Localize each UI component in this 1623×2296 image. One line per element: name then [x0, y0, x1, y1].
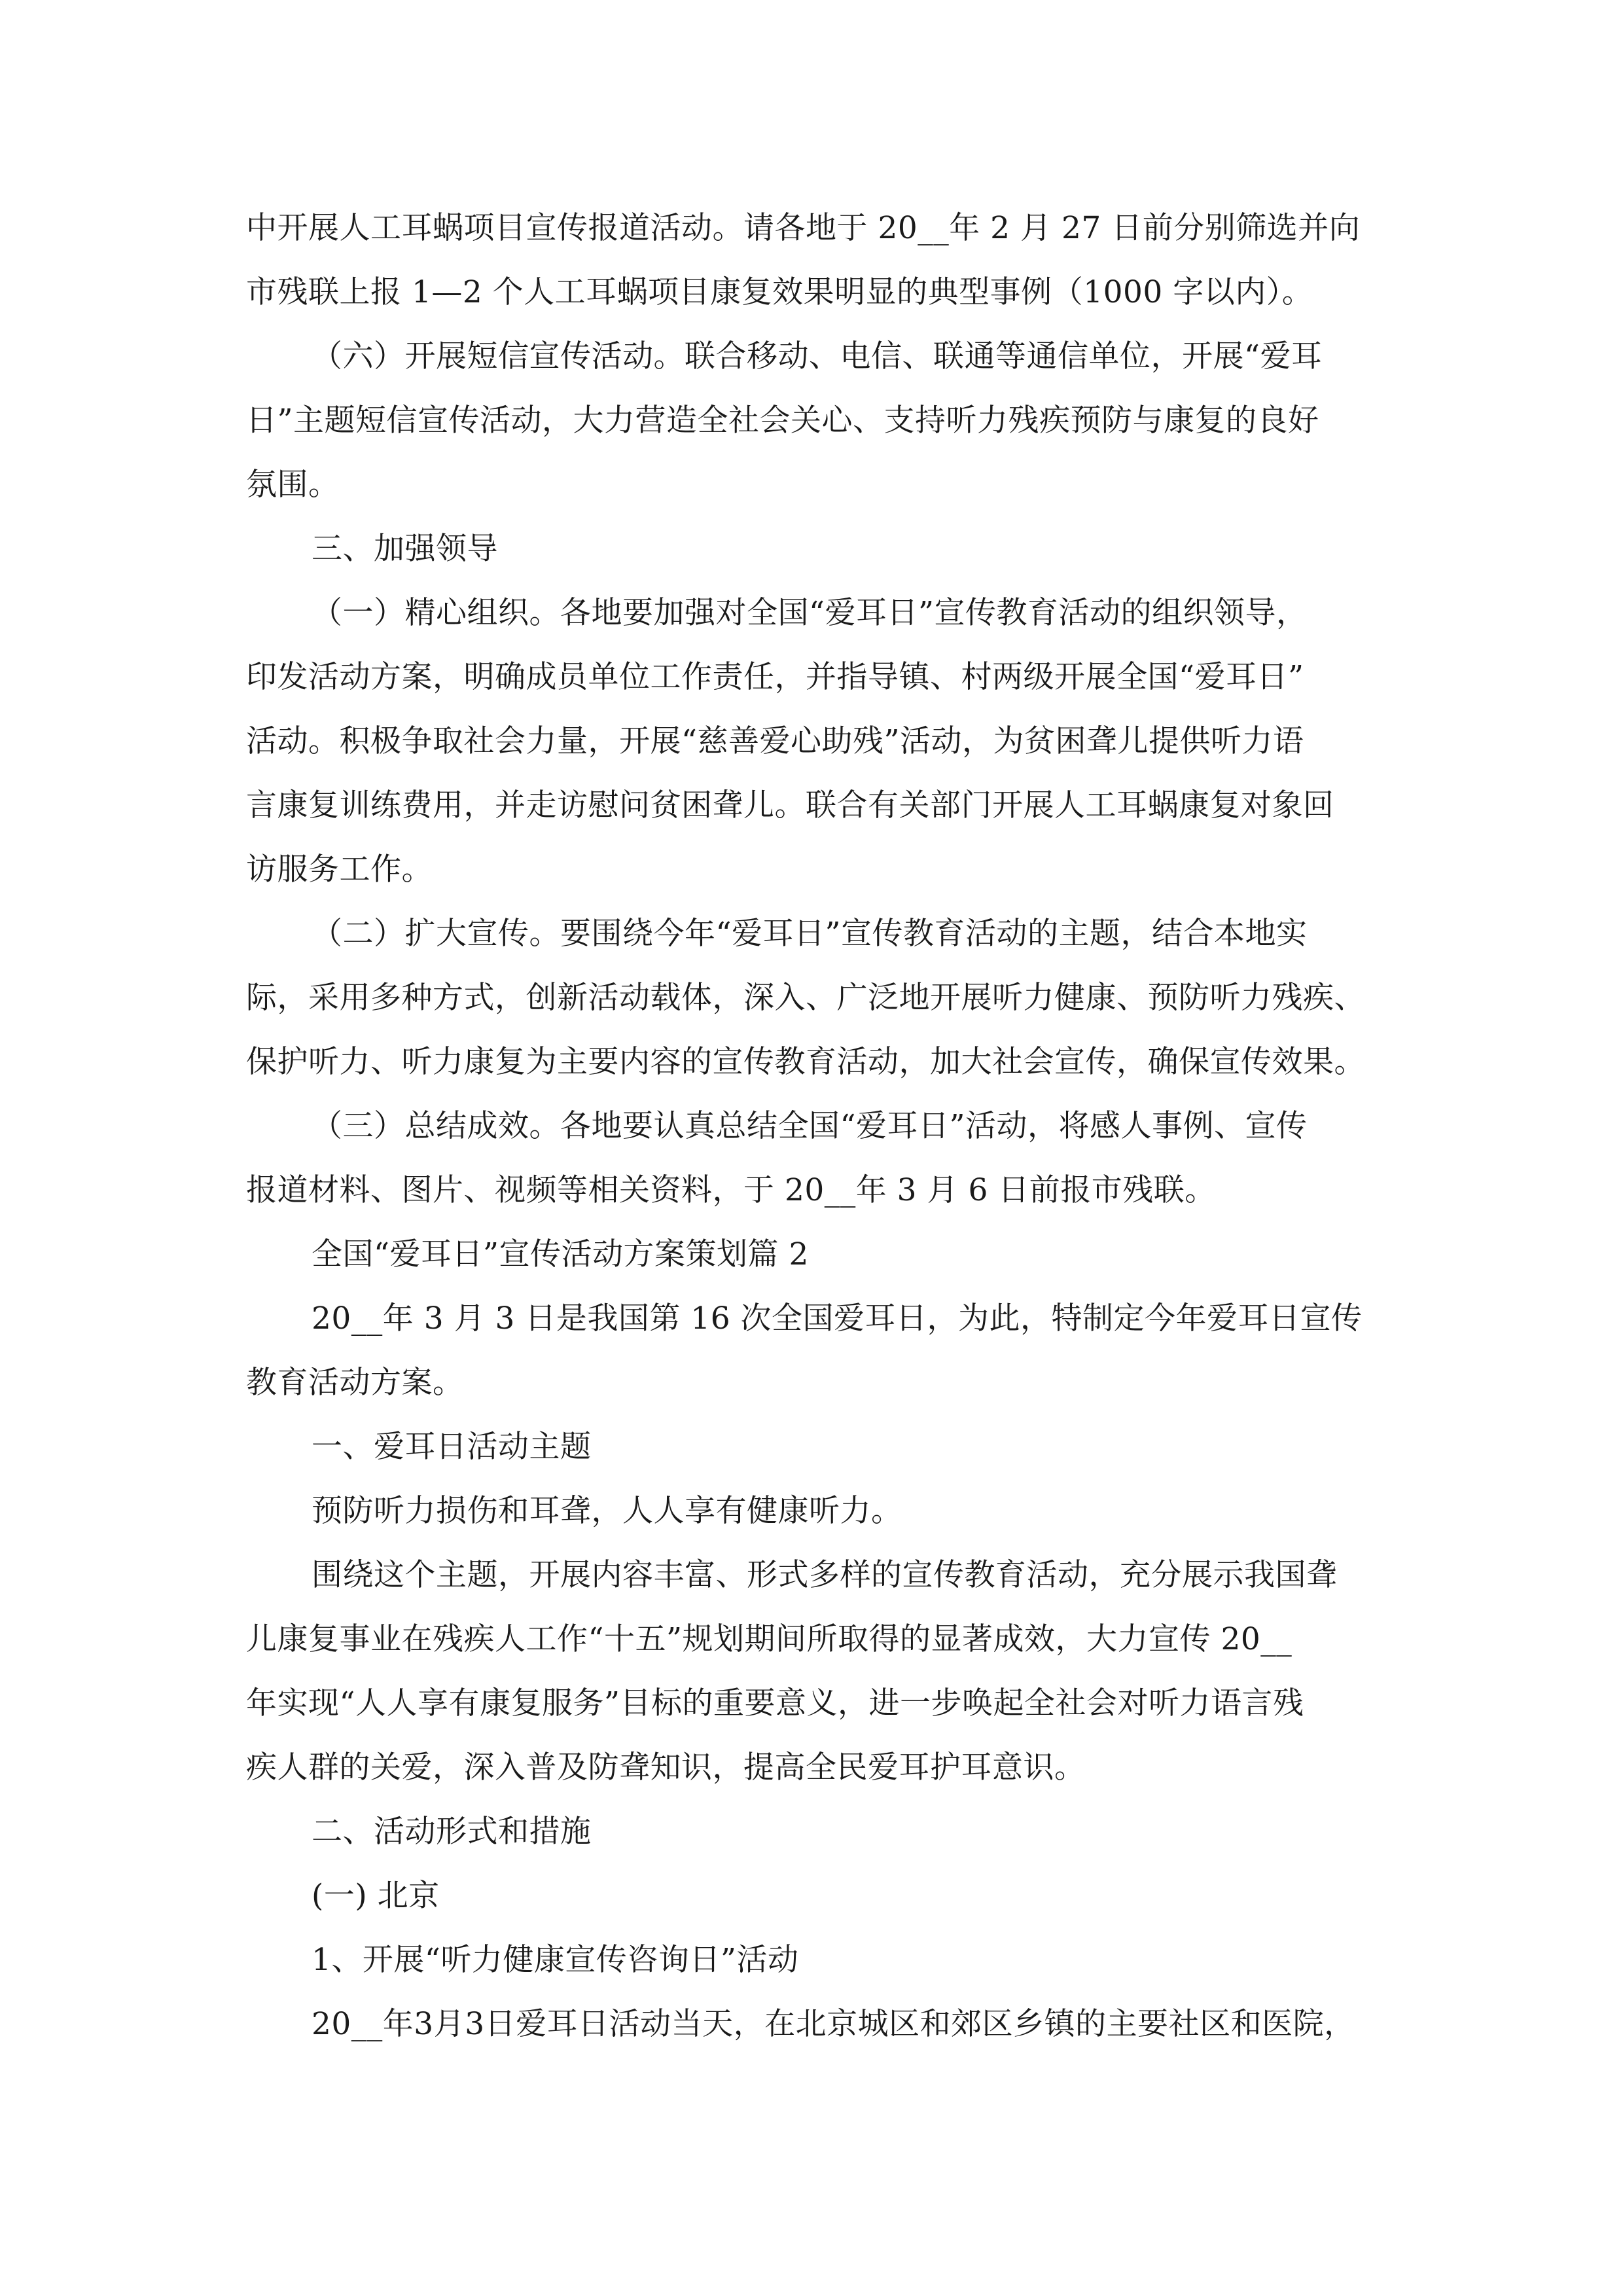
- paragraph-start: （六）开展短信宣传活动。联合移动、电信、联通等通信单位，开展“爱耳: [312, 338, 1323, 374]
- article-title: 全国“爱耳日”宣传活动方案策划篇 2: [312, 1236, 809, 1272]
- paragraph-start: 预防听力损伤和耳聋，人人享有健康听力。: [312, 1493, 902, 1529]
- text-line: 日”主题短信宣传活动，大力营造全社会关心、支持听力残疾预防与康复的良好: [246, 403, 1319, 439]
- paragraph-start: （一）精心组织。各地要加强对全国“爱耳日”宣传教育活动的组织领导，: [312, 595, 1308, 631]
- text-line: 市残联上报 1—2 个人工耳蜗项目康复效果明显的典型事例（1000 字以内）。: [246, 274, 1313, 310]
- section-heading: 三、加强领导: [312, 531, 498, 567]
- section-heading: 二、活动形式和措施: [312, 1814, 592, 1850]
- text-line: 访服务工作。: [246, 852, 433, 888]
- text-line: 年实现“人人享有康复服务”目标的重要意义，进一步唤起全社会对听力语言残: [246, 1685, 1304, 1721]
- paragraph-start: （三）总结成效。各地要认真总结全国“爱耳日”活动，将感人事例、宣传: [312, 1108, 1308, 1144]
- list-item-heading: 1、开展“听力健康宣传咨询日”活动: [312, 1942, 799, 1978]
- paragraph-start: 围绕这个主题，开展内容丰富、形式多样的宣传教育活动，充分展示我国聋: [312, 1557, 1338, 1593]
- text-line: 疾人群的关爱，深入普及防聋知识，提高全民爱耳护耳意识。: [246, 1749, 1086, 1785]
- text-line: 言康复训练费用，并走访慰问贫困聋儿。联合有关部门开展人工耳蜗康复对象回: [246, 787, 1334, 823]
- text-line: 儿康复事业在残疾人工作“十五”规划期间所取得的显著成效，大力宣传 20__: [246, 1621, 1293, 1657]
- text-line: 保护听力、听力康复为主要内容的宣传教育活动，加大社会宣传，确保宣传效果。: [246, 1044, 1365, 1080]
- text-line: 印发活动方案，明确成员单位工作责任，并指导镇、村两级开展全国“爱耳日”: [246, 659, 1304, 695]
- text-line: 际，采用多种方式，创新活动载体，深入、广泛地开展听力健康、预防听力残疾、: [246, 980, 1365, 1016]
- paragraph-start: 20__年3月3日爱耳日活动当天，在北京城区和郊区乡镇的主要社区和医院，: [312, 2006, 1355, 2042]
- text-line: 氛围。: [246, 467, 340, 503]
- text-line: 教育活动方案。: [246, 1365, 464, 1401]
- text-line: 活动。积极争取社会力量，开展“慈善爱心助残”活动，为贫困聋儿提供听力语: [246, 723, 1304, 759]
- subsection-heading: (一) 北京: [312, 1878, 440, 1914]
- paragraph-start: 20__年 3 月 3 日是我国第 16 次全国爱耳日，为此，特制定今年爱耳日宣传: [312, 1300, 1363, 1336]
- paragraph-start: （二）扩大宣传。要围绕今年“爱耳日”宣传教育活动的主题，结合本地实: [312, 916, 1308, 952]
- text-line: 报道材料、图片、视频等相关资料，于 20__年 3 月 6 日前报市残联。: [246, 1172, 1216, 1208]
- section-heading: 一、爱耳日活动主题: [312, 1429, 592, 1465]
- text-line: 中开展人工耳蜗项目宣传报道活动。请各地于 20__年 2 月 27 日前分别筛选并向: [246, 210, 1361, 246]
